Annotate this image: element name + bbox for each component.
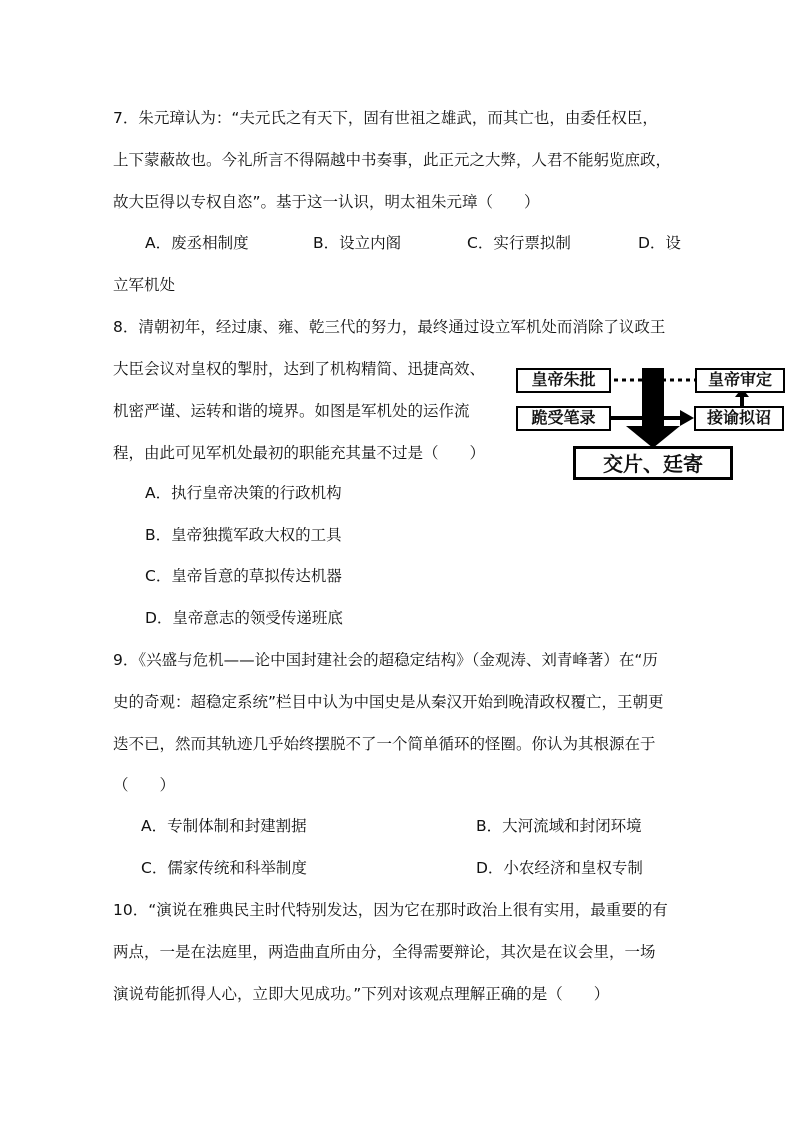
q8-stem-line-1: 8．清朝初年，经过康、雍、乾三代的努力，最终通过设立军机处而消除了议政王 [113, 318, 666, 336]
q10-stem-line-3: 演说苟能抓得人心，立即大见成功。”下列对该观点理解正确的是（ ） [113, 985, 610, 1003]
q9-option-d: D．小农经济和皇权专制 [476, 859, 643, 877]
q7-option-d-continued: 立军机处 [113, 276, 176, 294]
q9-stem-line-1: 9．《兴盛与危机——论中国封建社会的超稳定结构》（金观涛、刘青峰著）在“历 [113, 651, 658, 669]
q10-stem-line-1: 10．“演说在雅典民主时代特别发达，因为它在那时政治上很有实用，最重要的有 [113, 901, 668, 919]
box-emperor-vermilion: 皇帝朱批 [516, 368, 611, 393]
box-dispatch: 交片、廷寄 [573, 446, 733, 480]
box-kneel-record: 跪受笔录 [516, 406, 611, 431]
q7-option-a: A．废丞相制度 [145, 234, 249, 252]
q8-stem-line-3: 机密严谨、运转和谐的境界。如图是军机处的运作流 [113, 402, 470, 420]
q8-option-c: C．皇帝旨意的草拟传达机器 [145, 567, 342, 585]
box-emperor-review: 皇帝审定 [695, 368, 785, 393]
q8-stem-line-2: 大臣会议对皇权的掣肘，达到了机构精简、迅捷高效、 [113, 360, 486, 378]
box-draft-edict: 接谕拟诏 [694, 406, 784, 431]
q9-stem-line-4: （ ） [113, 776, 176, 794]
q8-stem-line-4: 程，由此可见军机处最初的职能充其量不过是（ ） [113, 444, 486, 462]
q8-option-d: D．皇帝意志的领受传递班底 [145, 609, 343, 627]
q8-option-b: B．皇帝独揽军政大权的工具 [145, 526, 342, 544]
q7-option-d: D．设 [638, 234, 681, 252]
q9-stem-line-3: 迭不已，然而其轨迹几乎始终摆脱不了一个简单循环的怪圈。你认为其根源在于 [113, 735, 656, 753]
q10-stem-line-2: 两点，一是在法庭里，两造曲直所由分，全得需要辩论，其次是在议会里，一场 [113, 943, 656, 961]
down-arrow-shaft [642, 368, 664, 428]
q7-option-c: C．实行票拟制 [467, 234, 571, 252]
q9-option-a: A．专制体制和封建割据 [141, 817, 307, 835]
q7-option-b: B．设立内阁 [313, 234, 402, 252]
q9-stem-line-2: 史的奇观：超稳定系统”栏目中认为中国史是从秦汉开始到晚清政权覆亡，王朝更 [113, 693, 664, 711]
q9-option-b: B．大河流域和封闭环境 [476, 817, 642, 835]
q8-option-a: A．执行皇帝决策的行政机构 [145, 484, 342, 502]
q7-stem-line-3: 故大臣得以专权自恣”。基于这一认识，明太祖朱元璋（ ） [113, 193, 540, 211]
right-arrow-head [680, 410, 694, 426]
q7-stem-line-2: 上下蒙蔽故也。今礼所言不得隔越中书奏事，此正元之大弊，人君不能躬览庶政， [113, 151, 672, 169]
q7-stem-line-1: 7．朱元璋认为：“夫元氏之有天下，固有世祖之雄武，而其亡也，由委任权臣， [113, 109, 658, 127]
q9-option-c: C．儒家传统和科举制度 [141, 859, 307, 877]
down-arrow-head [626, 426, 680, 448]
